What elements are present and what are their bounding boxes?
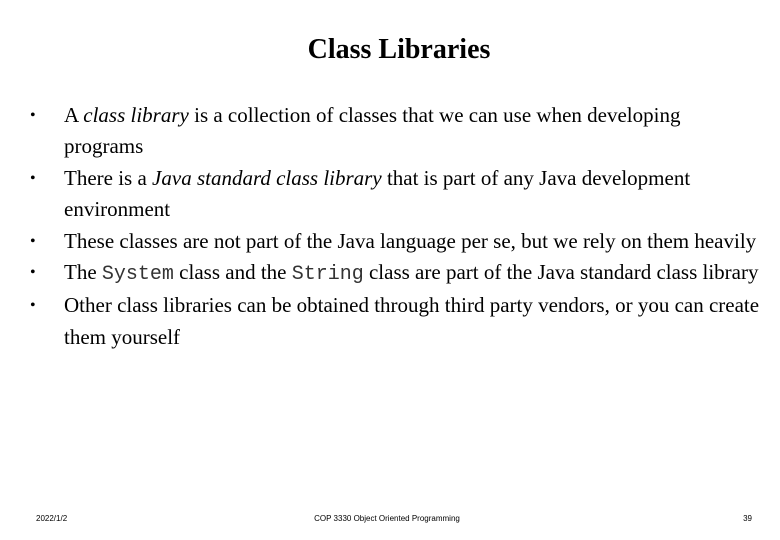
bullet-list [30,100,762,353]
bullet-item [30,257,762,290]
bullet-icon: • [30,107,36,124]
bullet-text: The [64,260,102,285]
bullet-item [30,226,762,257]
bullet-text: that is part of any Java development environment [64,165,691,222]
code-term: System [101,263,174,287]
bullet-text: Other class libraries can be obtained through third party vendors, or you can create them yourself [64,293,760,349]
bullet-icon: • [30,169,36,187]
footer-date: 2022/1/2 [36,514,68,523]
bullet-text: class are part of the Java standard class library [363,260,759,285]
bullet-item [30,163,762,226]
bullet-text: There is a [64,165,153,190]
bullet-text: These classes are not part of the Java language per se, but we rely on them heavily [64,228,757,253]
slide-title: Class Libraries [307,34,491,65]
bullet-item [30,100,762,163]
bullet-item [30,290,762,353]
bullet-text: A [64,103,84,127]
emphasized-term: Java standard class library [152,165,382,190]
emphasized-term: class library [83,103,189,127]
footer-page-number: 39 [743,514,752,523]
bullet-text: class and the [173,260,292,285]
bullet-icon: • [30,264,36,282]
footer-course-title: COP 3330 Object Oriented Programming [314,514,460,523]
bullet-icon: • [30,232,36,250]
bullet-text: is a collection of classes that we can use when developing programs [64,103,681,159]
bullet-icon: • [30,297,36,315]
code-term: String [291,263,364,287]
